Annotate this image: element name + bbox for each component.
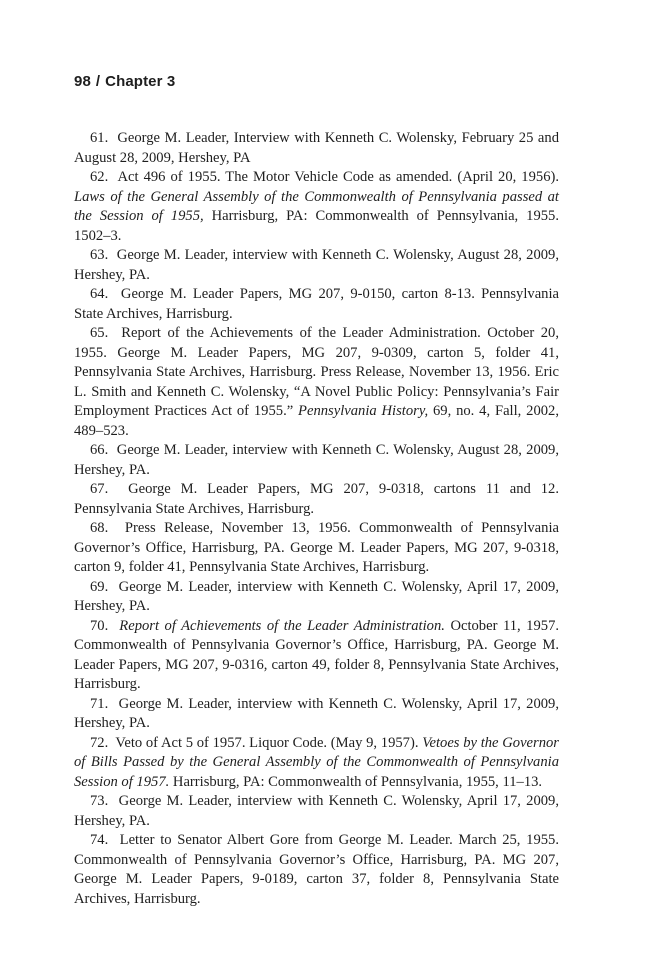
endnote <box>74 792 559 831</box>
endnote-text: George M. Leader Papers, MG 207, 9-0318, cartons 11 and 12. Pennsylvania State Archives, Harrisburg. <box>74 481 559 517</box>
endnote-title-italic: Pennsylvania History, <box>298 403 429 419</box>
endnote-title-italic: Report of Achievements of the Leader Administration. <box>119 617 445 634</box>
endnote-text: George M. Leader, Interview with Kenneth C. Wolensky, February 25 and August 28, 2009, Hershey, PA <box>74 130 559 166</box>
endnote-text: George M. Leader, interview with Kenneth C. Wolensky, April 17, 2009, Hershey, PA. <box>74 793 560 829</box>
endnote-number: 69. <box>90 578 109 595</box>
endnote-number: 71. <box>90 695 109 712</box>
endnote-text: George M. Leader, interview with Kenneth C. Wolensky, August 28, 2009, Hershey, PA. <box>74 247 560 283</box>
endnote-text: Letter to Senator Albert Gore from George M. Leader. March 25, 1955. Commonwealth of Pennsylvania Governor’s Office, Harrisburg, PA. MG 207, George M. Leader Papers, 9-0189, carton 37, folder 8, Pennsylvania State Archives, Harrisburg. <box>74 832 559 907</box>
endnotes-list <box>74 129 559 909</box>
endnote <box>74 285 559 324</box>
running-head-separator: / <box>95 73 101 90</box>
endnote-number: 68. <box>90 520 109 536</box>
endnote-text: Press Release, November 13, 1956. Commonwealth of Pennsylvania Governor’s Office, Harrisburg, PA. George M. Leader Papers, MG 207, 9-0318, carton 9, folder 41, Pennsylvania State Archives, Harrisburg. <box>74 520 559 575</box>
endnote-number: 74. <box>90 832 109 848</box>
endnote <box>74 324 559 441</box>
endnote-number: 73. <box>90 793 109 809</box>
endnote-number: 61. <box>90 130 109 146</box>
endnote-text: October 11, 1957. Commonwealth of Pennsylvania Governor’s Office, Harrisburg, PA. George M. Leader Papers, MG 207, 9-0316, carton 49, folder 8, Pennsylvania State Archives, Harrisburg. <box>74 617 560 692</box>
endnote-text: George M. Leader, interview with Kenneth C. Wolensky, April 17, 2009, Hershey, PA. <box>74 695 560 731</box>
endnote-text: Veto of Act 5 of 1957. Liquor Code. (May 9, 1957). <box>115 734 423 751</box>
endnote-text: Report of the Achievements of the Leader Administration. October 20, 1955. George M. Leader Papers, MG 207, 9-0309, carton 5, folder 41, Pennsylvania State Archives, Harrisburg. Press Release, November 13, 1956. Eric L. Smith and Kenneth C. Wolensky, “A Novel Public Policy: Pennsylvania’s Fair Employment Practices Act of 1955.” <box>74 325 559 419</box>
endnote-number: 64. <box>90 286 109 302</box>
endnote-title-italic: Laws of the General Assembly of the Commonwealth of Pennsylvania passed at the Session of 1955, <box>74 188 559 224</box>
endnote-number: 72. <box>90 734 109 751</box>
endnote-text: Act 496 of 1955. The Motor Vehicle Code as amended. (April 20, 1956). <box>117 169 560 185</box>
chapter-label: Chapter 3 <box>105 73 176 90</box>
endnote <box>74 168 559 246</box>
endnote <box>74 441 559 480</box>
endnote-number: 67. <box>90 481 109 497</box>
endnote-text: 69, no. 4, Fall, 2002, 489–523. <box>74 403 559 439</box>
endnote <box>74 246 559 285</box>
book-page <box>74 72 559 909</box>
endnote-text: George M. Leader, interview with Kenneth C. Wolensky, April 17, 2009, Hershey, PA. <box>74 578 560 614</box>
endnote <box>74 617 559 695</box>
endnote <box>74 519 559 578</box>
endnote-text: George M. Leader Papers, MG 207, 9-0150, carton 8-13. Pennsylvania State Archives, Harrisburg. <box>74 286 560 322</box>
running-head <box>74 72 559 92</box>
endnote <box>74 734 559 793</box>
endnote-number: 65. <box>90 325 109 341</box>
endnote-text: George M. Leader, interview with Kenneth C. Wolensky, August 28, 2009, Hershey, PA. <box>74 442 560 478</box>
endnote-number: 62. <box>90 169 109 185</box>
endnote <box>74 695 559 734</box>
endnote-text: Harrisburg, PA: Commonwealth of Pennsylvania, 1955. 1502–3. <box>74 208 559 244</box>
endnote <box>74 129 559 168</box>
endnote <box>74 480 559 519</box>
endnote-title-italic: Vetoes by the Governor of Bills Passed by the General Assembly of the Commonwealth of Pennsylvania Session of 1957. <box>74 734 559 790</box>
endnote-text: Harrisburg, PA: Commonwealth of Pennsylvania, 1955, 11–13. <box>169 773 543 790</box>
endnote <box>74 578 559 617</box>
page-number: 98 <box>74 73 91 90</box>
endnote-number: 66. <box>90 442 109 458</box>
endnote-number: 70. <box>90 617 109 634</box>
endnote <box>74 831 559 909</box>
endnote-number: 63. <box>90 247 109 263</box>
